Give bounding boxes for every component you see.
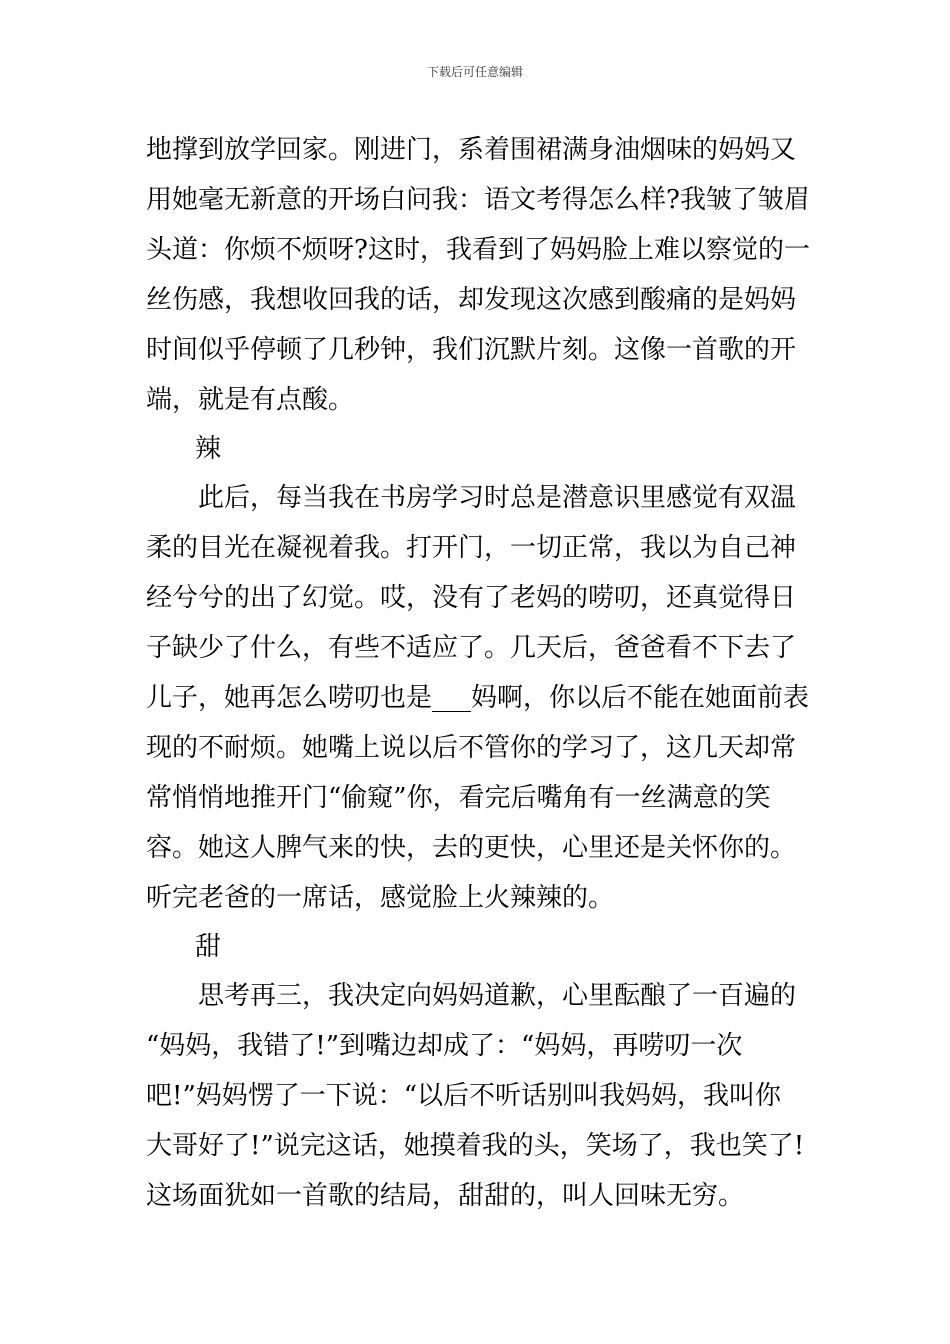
text-line: 这场面犹如一首歌的结局，甜甜的，叫人回味无穷。	[146, 1181, 745, 1211]
text-line: 思考再三，我决定向妈妈道歉，心里酝酿了一百遍的	[198, 981, 797, 1011]
section-heading-tian: 甜	[195, 932, 222, 962]
text-line: 时间似乎停顿了几秒钟，我们沉默片刻。这像一首歌的开	[146, 335, 797, 365]
text-line: 用她毫无新意的开场白问我：语文考得怎么样?我皱了皱眉	[146, 185, 810, 215]
text-line: 头道：你烦不烦呀?这时，我看到了妈妈脸上难以察觉的一	[146, 235, 810, 265]
text-line: 端，就是有点酸。	[146, 385, 355, 415]
text-line: 大哥好了!”说完这话，她摸着我的头，笑场了，我也笑了!	[146, 1131, 805, 1161]
text-line: 容。她这人脾气来的快，去的更快，心里还是关怀你的。	[146, 833, 797, 863]
text-line: 柔的目光在凝视着我。打开门，一切正常，我以为自己神	[146, 533, 797, 563]
text-line: “妈妈，我错了!”到嘴边却成了：“妈妈，再唠叨一次	[146, 1031, 743, 1061]
text-line: 子缺少了什么，有些不适应了。几天后，爸爸看不下去了	[146, 633, 797, 663]
text-line: 听完老爸的一席话，感觉脸上火辣辣的。	[146, 883, 615, 913]
text-line: 此后，每当我在书房学习时总是潜意识里感觉有双温	[198, 483, 797, 513]
text-line: 现的不耐烦。她嘴上说以后不管你的学习了，这几天却常	[146, 733, 797, 763]
text-line: 吧!”妈妈愣了一下说：“以后不听话别叫我妈妈，我叫你	[146, 1081, 782, 1111]
page-header: 下载后可任意编辑	[426, 65, 523, 79]
text-line: 常悄悄地推开门“偷窥”你，看完后嘴角有一丝满意的笑	[146, 783, 771, 813]
section-heading-la: 辣	[195, 434, 222, 464]
text-line: 丝伤感，我想收回我的话，却发现这次感到酸痛的是妈妈	[146, 285, 797, 315]
text-line: 地撑到放学回家。刚进门，系着围裙满身油烟味的妈妈又	[146, 135, 797, 165]
text-line: 儿子，她再怎么唠叨也是___妈啊，你以后不能在她面前表	[146, 683, 810, 713]
text-line: 经兮兮的出了幻觉。哎，没有了老妈的唠叨，还真觉得日	[146, 583, 797, 613]
